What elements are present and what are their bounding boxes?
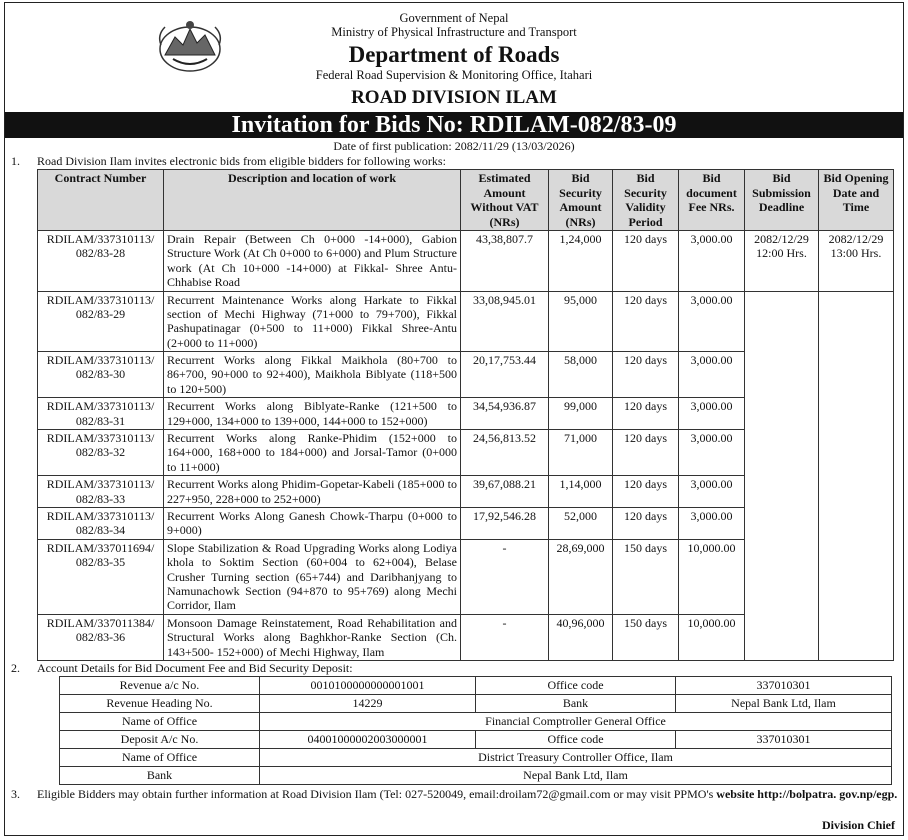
department-name: Department of Roads: [348, 41, 560, 67]
fee-cell: 3,000.00: [679, 508, 745, 540]
security-cell: 28,69,000: [549, 539, 613, 614]
fee-cell: 3,000.00: [679, 230, 745, 291]
table-row: [60, 766, 892, 784]
amount-cell: 33,08,945.01: [461, 291, 549, 352]
bids-table: [37, 169, 894, 661]
amount-cell: 34,54,936.87: [461, 398, 549, 430]
section-number: 3.: [11, 786, 20, 801]
amount-cell: 20,17,753.44: [461, 352, 549, 398]
revenue-ac-value: 0010100000000001001: [260, 676, 476, 694]
publication-date: Date of first publication: 2082/11/29 (13/03/2026): [333, 139, 575, 154]
contract-cell: RDILAM/337310113/ 082/83-33: [38, 476, 164, 508]
section-1: [11, 154, 903, 169]
section-number: 2.: [11, 660, 20, 675]
security-cell: 95,000: [549, 291, 613, 352]
amount-cell: 43,38,807.7: [461, 230, 549, 291]
government-name: Government of Nepal: [399, 11, 509, 25]
deadline-cell: 2082/12/29 12:00 Hrs.: [745, 230, 819, 291]
description-cell: Monsoon Damage Reinstatement, Road Rehabilitation and Structural Works along Baghkhor-Ranke Section (Ch. 143+500- 152+000) of Mechi Highway, Ilam: [164, 614, 461, 660]
revenue-heading-label: Revenue Heading No.: [60, 694, 260, 712]
bid-notice: [4, 2, 904, 836]
header-validity: Bid Security Validity Period: [613, 170, 679, 231]
security-cell: 58,000: [549, 352, 613, 398]
description-cell: Recurrent Maintenance Works along Harkate to Fikkal section of Mechi Highway (71+000 to 79+700), Fikkal Pashupatinagar (0+500 to 11+000) Fikkal Shree-Antu (2+000 to 11+000): [164, 291, 461, 352]
section-2: [11, 661, 903, 676]
table-row: [38, 291, 894, 352]
validity-cell: 120 days: [613, 398, 679, 430]
amount-cell: -: [461, 539, 549, 614]
contract-cell: RDILAM/337011694/ 082/83-35: [38, 539, 164, 614]
table-row: [60, 694, 892, 712]
description-cell: Recurrent Works along Fikkal Maikhola (80+700 to 86+700, 90+000 to 92+400), Maikhola Biblyate (118+500 to 120+500): [164, 352, 461, 398]
header-opening: Bid Opening Date and Time: [819, 170, 894, 231]
fee-cell: 3,000.00: [679, 476, 745, 508]
amount-cell: 24,56,813.52: [461, 430, 549, 476]
name-office-value: Financial Comptroller General Office: [260, 712, 892, 730]
section-3: [11, 787, 903, 802]
security-cell: 1,14,000: [549, 476, 613, 508]
table-row: [60, 712, 892, 730]
validity-cell: 120 days: [613, 352, 679, 398]
amount-cell: 17,92,546.28: [461, 508, 549, 540]
description-cell: Recurrent Works along Biblyate-Ranke (121+500 to 129+000, 134+000 to 139+000, 144+000 to 152+000): [164, 398, 461, 430]
letterhead: [5, 11, 903, 108]
fee-cell: 3,000.00: [679, 398, 745, 430]
contract-cell: RDILAM/337310113/ 082/83-29: [38, 291, 164, 352]
section-text: [37, 787, 897, 802]
header-fee: Bid document Fee NRs.: [679, 170, 745, 231]
opening-cell: 2082/12/29 13:00 Hrs.: [819, 230, 894, 291]
name-office-value: District Treasury Controller Office, Ilam: [260, 748, 892, 766]
contract-cell: RDILAM/337310113/ 082/83-28: [38, 230, 164, 291]
description-cell: Recurrent Works along Ranke-Phidim (152+000 to 164+000, 168+000 to 184+000) and Jorsal-Tamor (0+000 to 11+000): [164, 430, 461, 476]
name-office-label: Name of Office: [60, 712, 260, 730]
table-row: [60, 730, 892, 748]
bank-value: Nepal Bank Ltd, Ilam: [260, 766, 892, 784]
security-cell: 52,000: [549, 508, 613, 540]
fee-cell: 3,000.00: [679, 430, 745, 476]
header-description: Description and location of work: [164, 170, 461, 231]
section-text: Road Division Ilam invites electronic bids from eligible bidders for following works:: [37, 154, 446, 169]
revenue-ac-label: Revenue a/c No.: [60, 676, 260, 694]
description-cell: Slope Stabilization & Road Upgrading Works along Lodiya khola to Soktim Section (60+004 to 62+004), Belase Crusher Turning section (65+744) and Daribhanjyang to Namunachowk Section (94+870 to 95+769) along Mechi Corridor, Ilam: [164, 539, 461, 614]
website-link[interactable]: website http://bolpatra. gov.np/egp.: [716, 786, 898, 801]
office-code-value: 337010301: [676, 730, 892, 748]
bank-label: Bank: [60, 766, 260, 784]
table-row: [60, 748, 892, 766]
fee-cell: 10,000.00: [679, 614, 745, 660]
validity-cell: 150 days: [613, 539, 679, 614]
ministry-name: Ministry of Physical Infrastructure and Transport: [331, 25, 577, 40]
security-cell: 99,000: [549, 398, 613, 430]
section-text: Account Details for Bid Document Fee and Bid Security Deposit:: [37, 660, 353, 675]
deadline-blank-cell: [745, 291, 819, 660]
header-contract: Contract Number: [38, 170, 164, 231]
validity-cell: 120 days: [613, 430, 679, 476]
table-header-row: [38, 170, 894, 231]
amount-cell: 39,67,088.21: [461, 476, 549, 508]
bank-value: Nepal Bank Ltd, Ilam: [676, 694, 892, 712]
validity-cell: 120 days: [613, 291, 679, 352]
table-row: [60, 676, 892, 694]
opening-blank-cell: [819, 291, 894, 660]
table-row: [38, 230, 894, 291]
security-cell: 1,24,000: [549, 230, 613, 291]
header-deadline: Bid Submission Deadline: [745, 170, 819, 231]
validity-cell: 150 days: [613, 614, 679, 660]
office-code-value: 337010301: [676, 676, 892, 694]
validity-cell: 120 days: [613, 230, 679, 291]
fee-cell: 3,000.00: [679, 291, 745, 352]
account-table: [59, 676, 892, 785]
contract-cell: RDILAM/337011384/ 082/83-36: [38, 614, 164, 660]
amount-cell: -: [461, 614, 549, 660]
description-cell: Recurrent Works along Phidim-Gopetar-Kabeli (185+000 to 227+950, 228+000 to 252+000): [164, 476, 461, 508]
office-code-label: Office code: [476, 676, 676, 694]
fee-cell: 10,000.00: [679, 539, 745, 614]
division-name: ROAD DIVISION ILAM: [351, 86, 557, 108]
description-cell: Drain Repair (Between Ch 0+000 -14+000), Gabion Structure Work (At Ch 0+000 to 6+000) and Plum Structure work (At Ch 10+000 -14+000) at Fikkal- Shree Antu- Chhabise Road: [164, 230, 461, 291]
office-name: Federal Road Supervision & Monitoring Office, Itahari: [315, 68, 593, 83]
contract-cell: RDILAM/337310113/ 082/83-34: [38, 508, 164, 540]
section-number: 1.: [11, 154, 20, 169]
revenue-heading-value: 14229: [260, 694, 476, 712]
validity-cell: 120 days: [613, 476, 679, 508]
bank-label: Bank: [476, 694, 676, 712]
signoff: Division Chief: [821, 818, 895, 832]
contract-cell: RDILAM/337310113/ 082/83-32: [38, 430, 164, 476]
header-amount: Estimated Amount Without VAT (NRs): [461, 170, 549, 231]
office-code-label: Office code: [476, 730, 676, 748]
contract-cell: RDILAM/337310113/ 082/83-31: [38, 398, 164, 430]
header-security: Bid Security Amount (NRs): [549, 170, 613, 231]
name-office-label: Name of Office: [60, 748, 260, 766]
description-cell: Recurrent Works Along Ganesh Chowk-Tharpu (0+000 to 9+000): [164, 508, 461, 540]
deposit-value: 04001000002003000001: [260, 730, 476, 748]
security-cell: 71,000: [549, 430, 613, 476]
notice-title: Invitation for Bids No: RDILAM-082/83-09: [5, 112, 903, 138]
section-text-main: Eligible Bidders may obtain further information at Road Division Ilam (Tel: 027-520049, email:droilam72@gmail.com or may visit PPMO's: [37, 786, 717, 801]
validity-cell: 120 days: [613, 508, 679, 540]
security-cell: 40,96,000: [549, 614, 613, 660]
fee-cell: 3,000.00: [679, 352, 745, 398]
nepal-emblem-icon: [153, 15, 227, 75]
contract-cell: RDILAM/337310113/ 082/83-30: [38, 352, 164, 398]
deposit-label: Deposit A/c No.: [60, 730, 260, 748]
